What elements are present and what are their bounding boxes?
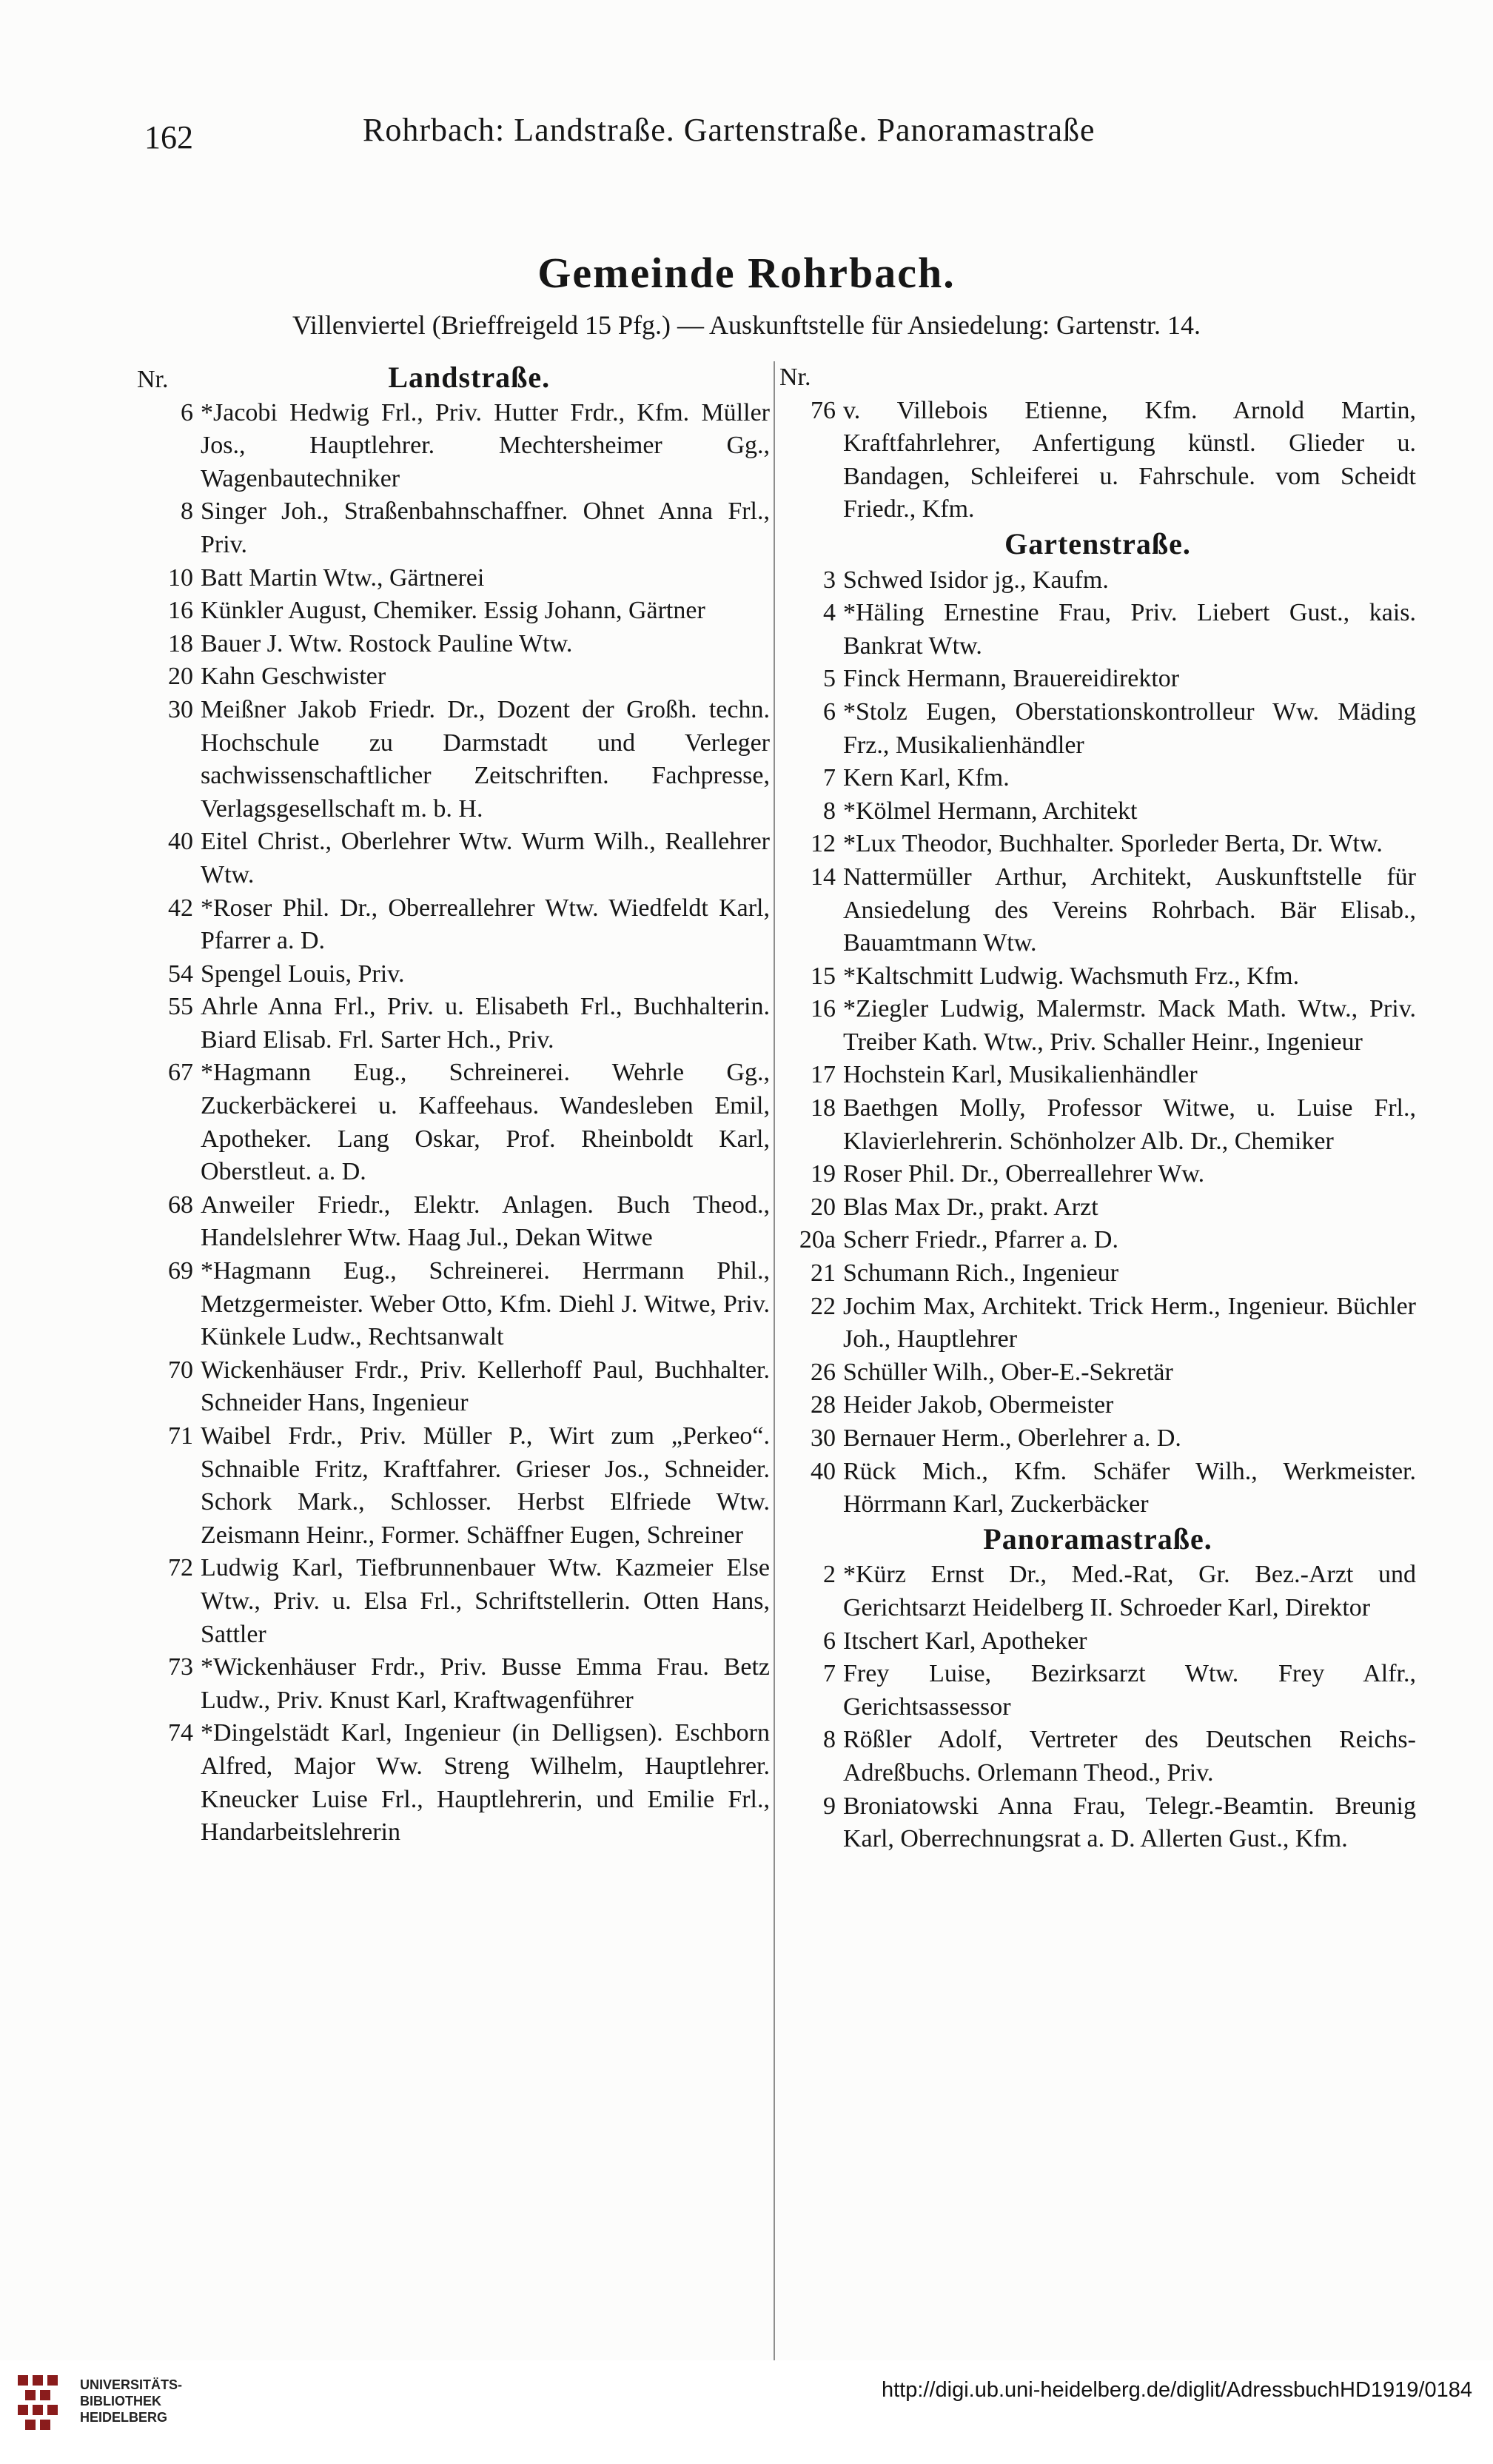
list-item [779,828,1416,861]
resident-text: Kahn Geschwister [201,663,386,691]
resident-text: Finck Hermann, Brauereidirektor [843,665,1180,693]
left-column [137,361,770,1849]
list-item [137,1354,770,1420]
house-number: 20 [811,1193,836,1221]
list-item [137,1420,770,1552]
section-heading-landstrasse: Landstraße. [388,361,551,394]
resident-text: Künkler August, Chemiker. Essig Johann, Gärtner [201,597,705,625]
house-number: 17 [811,1061,836,1089]
nr-label: Nr. [779,364,811,391]
house-number: 20a [799,1226,836,1254]
list-item [779,1257,1416,1290]
house-number: 12 [811,830,836,858]
house-number: 69 [168,1257,193,1285]
running-title: Rohrbach: Landstraße. Gartenstraße. Panoramastraße [363,112,1096,148]
list-item [779,1059,1416,1092]
library-logo-icon [13,2369,73,2443]
resident-text: Singer Joh., Straßenbahnschaffner. Ohnet Anna Frl., Priv. [201,498,770,558]
house-number: 74 [168,1719,193,1747]
resident-text: *Hagmann Eug., Schreinerei. Herrmann Phil., Metzgermeister. Weber Otto, Kfm. Diehl J. Witwe, Priv. Künkele Ludw., Rechtsanwalt [201,1257,770,1351]
list-item [779,1658,1416,1724]
list-item [779,1724,1416,1790]
entry-list-gartenstrasse [779,564,1416,1521]
list-item [779,1356,1416,1390]
section-heading-panoramastrasse: Panoramastraße. [983,1521,1212,1556]
house-number: 18 [168,629,193,657]
resident-text: Wickenhäuser Frdr., Priv. Kellerhoff Paul, Buchhalter. Schneider Hans, Ingenieur [201,1356,770,1417]
resident-text: Roser Phil. Dr., Oberreallehrer Ww. [843,1160,1205,1188]
resident-text: Meißner Jakob Friedr. Dr., Dozent der Großh. techn. Hochschule zu Darmstadt und Verleger sachwissenschaftlicher Zeitschriften. Fachpresse, Verlagsgesellschaft m. b. H. [201,695,770,823]
resident-text: *Dingelstädt Karl, Ingenieur (in Delligsen). Eschborn Alfred, Major Ww. Streng Wilhelm, Hauptlehrer. Kneucker Luise Frl., Hauptlehrerin, und Emilie Frl., Handarbeitslehrerin [201,1719,770,1847]
page-title: Gemeinde Rohrbach. [537,249,956,297]
right-column [779,361,1416,1856]
house-number: 19 [811,1160,836,1188]
resident-text: Jochim Max, Architekt. Trick Herm., Ingenieur. Büchler Joh., Hauptlehrer [843,1292,1416,1353]
list-item [779,663,1416,696]
resident-text: Scherr Friedr., Pfarrer a. D. [843,1226,1118,1254]
resident-text: Itschert Karl, Apotheker [843,1627,1087,1655]
house-number: 30 [811,1424,836,1452]
resident-text: *Ziegler Ludwig, Malermstr. Mack Math. Wtw., Priv. Treiber Kath. Wtw., Priv. Schaller Heinr., Ingenieur [843,995,1416,1056]
list-item [779,564,1416,597]
resident-text: Anweiler Friedr., Elektr. Anlagen. Buch Theod., Handelslehrer Wtw. Haag Jul., Dekan Witwe [201,1191,770,1252]
house-number: 76 [811,396,836,424]
house-number: 55 [168,993,193,1021]
list-item [779,1158,1416,1191]
resident-text: *Roser Phil. Dr., Oberreallehrer Wtw. Wiedfeldt Karl, Pfarrer a. D. [201,894,770,955]
entry-list-panoramastrasse [779,1559,1416,1855]
house-number: 6 [181,398,193,426]
house-number: 2 [823,1561,836,1589]
house-number: 18 [811,1094,836,1122]
house-number: 8 [823,797,836,825]
list-item [779,1559,1416,1624]
resident-text: Waibel Frdr., Priv. Müller P., Wirt zum „Perkeo“. Schnaible Fritz, Kraftfahrer. Grieser Jos., Schneider. Schork Mark., Schlosser. Herbst Elfriede Wtw. Zeismann Heinr., Former. Schäffner Eugen, Schreiner [201,1422,770,1549]
house-number: 20 [168,663,193,691]
list-item [779,1092,1416,1158]
resident-text: Schwed Isidor jg., Kaufm. [843,566,1109,594]
resident-text: Broniatowski Anna Frau, Telegr.-Beamtin. Breunig Karl, Oberrechnungsrat a. D. Allerten Gust., Kfm. [843,1792,1416,1853]
resident-text: *Hagmann Eug., Schreinerei. Wehrle Gg., Zuckerbäckerei u. Kaffeehaus. Wandesleben Emil, Apotheker. Lang Oskar, Prof. Rheinboldt Karl, Oberstleut. a. D. [201,1059,770,1186]
list-item [137,660,770,694]
house-number: 4 [823,599,836,627]
resident-text: Rück Mich., Kfm. Schäfer Wilh., Werkmeister. Hörrmann Karl, Zuckerbäcker [843,1457,1416,1519]
list-item [779,795,1416,828]
resident-text: Spengel Louis, Priv. [201,960,405,988]
resident-text: *Häling Ernestine Frau, Priv. Liebert Gust., kais. Bankrat Wtw. [843,599,1416,660]
list-item [137,397,770,496]
list-item [779,696,1416,762]
house-number: 6 [823,1627,836,1655]
resident-text: *Kürz Ernst Dr., Med.-Rat, Gr. Bez.-Arzt und Gerichtsarzt Heidelberg II. Schroeder Karl, Direktor [843,1561,1416,1621]
house-number: 21 [811,1259,836,1288]
resident-text: Nattermüller Arthur, Architekt, Auskunftstelle für Ansiedelung des Vereins Rohrbach. Bär Elisab., Bauamtmann Wtw. [843,863,1416,957]
house-number: 40 [168,828,193,856]
list-item [137,694,770,826]
list-item [137,595,770,628]
house-number: 16 [811,995,836,1023]
house-number: 30 [168,695,193,723]
list-item [137,1189,770,1255]
house-number: 3 [823,566,836,594]
list-item [779,993,1416,1059]
list-item [779,1290,1416,1356]
list-item [137,1717,770,1849]
house-number: 6 [823,697,836,726]
resident-text: Bauer J. Wtw. Rostock Pauline Wtw. [201,629,573,657]
resident-text: Frey Luise, Bezirksarzt Wtw. Frey Alfr., Gerichtsassessor [843,1660,1416,1721]
list-item [137,826,770,891]
list-item [137,495,770,561]
house-number: 28 [811,1391,836,1419]
entry-list-landstrasse [137,397,770,1849]
house-number: 22 [811,1292,836,1320]
list-item [137,1255,770,1354]
list-item [779,1389,1416,1422]
page-subtitle: Villenviertel (Brieffreigeld 15 Pfg.) — Auskunftstelle für Ansiedelung: Gartenstr. 14. [292,310,1201,340]
list-item [137,1552,770,1651]
resident-text: Kern Karl, Kfm. [843,764,1010,792]
resident-text: *Lux Theodor, Buchhalter. Sporleder Berta, Dr. Wtw. [843,830,1383,858]
house-number: 16 [168,597,193,625]
list-item [779,1224,1416,1257]
list-item [779,960,1416,994]
house-number: 68 [168,1191,193,1219]
list-item [779,1422,1416,1456]
resident-text: Ahrle Anna Frl., Priv. u. Elisabeth Frl., Buchhalterin. Biard Elisab. Frl. Sarter Hch., Priv. [201,993,770,1054]
list-item [137,1057,770,1188]
list-item [137,562,770,595]
left-column-header [137,361,770,397]
library-name: UNIVERSITÄTS- BIBLIOTHEK HEIDELBERG [80,2377,183,2425]
list-item [137,892,770,958]
resident-text: Bernauer Herm., Oberlehrer a. D. [843,1424,1181,1452]
resident-text: Baethgen Molly, Professor Witwe, u. Luise Frl., Klavierlehrerin. Schönholzer Alb. Dr., Chemiker [843,1094,1416,1155]
house-number: 42 [168,894,193,922]
list-item [779,861,1416,960]
source-url[interactable]: http://digi.ub.uni-heidelberg.de/diglit/AdressbuchHD1919/0184 [881,2378,1472,2402]
list-item [779,395,1416,526]
resident-text: *Kölmel Hermann, Architekt [843,797,1138,825]
resident-text: *Wickenhäuser Frdr., Priv. Busse Emma Frau. Betz Ludw., Priv. Knust Karl, Kraftwagenführer [201,1653,770,1714]
list-item [779,1790,1416,1856]
house-number: 8 [181,498,193,526]
house-number: 10 [168,563,193,592]
nr-label: Nr. [137,366,169,393]
resident-text: *Stolz Eugen, Oberstationskontrolleur Ww. Mäding Frz., Musikalienhändler [843,697,1416,759]
house-number: 14 [811,863,836,891]
house-number: 7 [823,1660,836,1688]
house-number: 40 [811,1457,836,1485]
resident-text: Ludwig Karl, Tiefbrunnenbauer Wtw. Kazmeier Else Wtw., Priv. u. Elsa Frl., Schriftstellerin. Otten Hans, Sattler [201,1554,770,1648]
list-item [779,1456,1416,1521]
column-divider [774,361,775,2360]
footer-bar [0,2360,1493,2464]
resident-text: Schüller Wilh., Ober-E.-Sekretär [843,1358,1173,1386]
house-number: 5 [823,665,836,693]
resident-text: *Jacobi Hedwig Frl., Priv. Hutter Frdr., Kfm. Müller Jos., Hauptlehrer. Mechtersheimer Gg., Wagenbautechniker [201,398,770,492]
resident-text: Eitel Christ., Oberlehrer Wtw. Wurm Wilh., Reallehrer Wtw. [201,828,770,888]
house-number: 67 [168,1059,193,1087]
house-number: 72 [168,1554,193,1582]
resident-text: Heider Jakob, Obermeister [843,1391,1114,1419]
list-item [137,1651,770,1717]
house-number: 9 [823,1792,836,1820]
house-number: 26 [811,1358,836,1386]
resident-text: Blas Max Dr., prakt. Arzt [843,1193,1098,1221]
list-item [137,991,770,1057]
resident-text: Batt Martin Wtw., Gärtnerei [201,563,485,592]
house-number: 71 [168,1422,193,1450]
house-number: 7 [823,764,836,792]
list-item [137,628,770,661]
house-number: 73 [168,1653,193,1681]
list-item [779,762,1416,795]
resident-text: *Kaltschmitt Ludwig. Wachsmuth Frz., Kfm. [843,962,1300,990]
resident-text: Schumann Rich., Ingenieur [843,1259,1119,1288]
house-number: 8 [823,1726,836,1754]
page-number: 162 [144,119,193,155]
list-item [779,597,1416,663]
list-item [779,1191,1416,1225]
resident-text: v. Villebois Etienne, Kfm. Arnold Martin, Kraftfahrlehrer, Anfertigung künstl. Glieder u. Bandagen, Schleiferei u. Fahrschule. vom Scheidt Friedr., Kfm. [843,396,1416,523]
section-heading-gartenstrasse: Gartenstraße. [1004,526,1191,560]
resident-text: Hochstein Karl, Musikalienhändler [843,1061,1198,1089]
entry-list-landstrasse-continued [779,395,1416,526]
house-number: 54 [168,960,193,988]
resident-text: Rößler Adolf, Vertreter des Deutschen Reichs-Adreßbuchs. Orlemann Theod., Priv. [843,1726,1416,1787]
house-number: 70 [168,1356,193,1384]
list-item [779,1625,1416,1658]
list-item [137,958,770,991]
house-number: 15 [811,962,836,990]
